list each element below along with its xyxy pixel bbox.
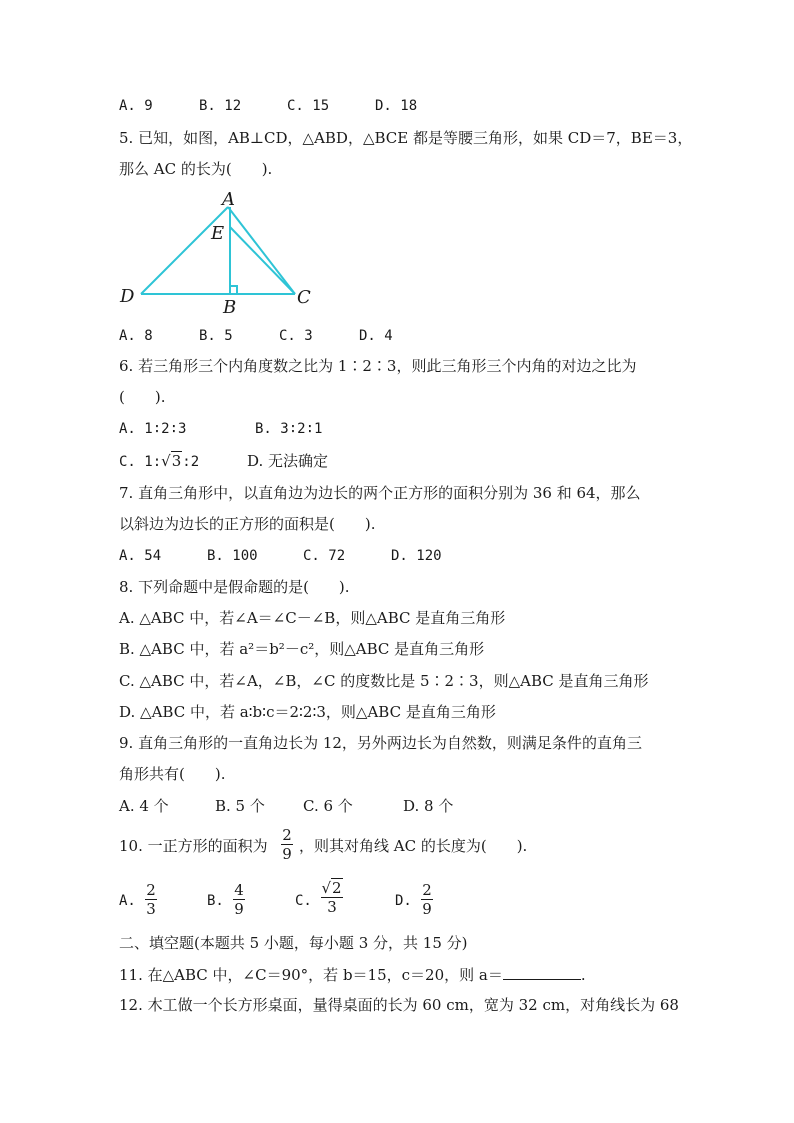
fraction-denominator: 9 <box>234 900 244 918</box>
sqrt-radicand: 2 <box>332 879 342 897</box>
q10-stem-suffix: ，则其对角线 AC 的长度为( ). <box>299 837 528 855</box>
q9-option-c: C. 6 个 <box>303 797 353 815</box>
q10-stem-prefix: 10. 一正方形的面积为 <box>119 837 268 855</box>
segment-ec <box>230 227 295 294</box>
q11-stem-prefix: 11. 在△ABC 中，∠C＝90°，若 b＝15，c＝20，则 a＝ <box>119 966 503 984</box>
q9-stem-line1: 9. 直角三角形的一直角边长为 12，另外两边长为自然数，则满足条件的直角三 <box>119 734 642 752</box>
q6-option-b: B. 3∶2∶1 <box>255 421 323 437</box>
fraction-denominator: 3 <box>146 900 156 918</box>
triangle-lines <box>141 207 295 294</box>
q10-option-d-letter: D. <box>395 893 412 909</box>
segment-ad <box>141 207 228 294</box>
fraction-denominator: 3 <box>327 898 337 916</box>
q10-stem-fraction <box>281 826 293 863</box>
q6-option-a: A. 1∶2∶3 <box>119 421 187 437</box>
q9-option-b: B. 5 个 <box>215 797 265 815</box>
label-d: D <box>120 286 135 307</box>
q9-stem-line2: 角形共有( ). <box>119 765 226 783</box>
q7-stem-line1: 7. 直角三角形中，以直角边为边长的两个正方形的面积分别为 36 和 64，那么 <box>119 484 641 502</box>
q6-option-d: D. 无法确定 <box>247 452 329 470</box>
q7-option-c: C. 72 <box>303 548 346 564</box>
segment-ac <box>228 207 295 294</box>
q10-option-a-letter: A. <box>119 893 136 909</box>
q4-option-c: C. 15 <box>287 98 330 114</box>
q7-option-a: A. 54 <box>119 548 162 564</box>
q6-option-c-suffix: :2 <box>182 454 200 470</box>
q8-stem: 8. 下列命题中是假命题的是( ). <box>119 578 350 596</box>
fraction-numerator: 2 <box>282 826 292 844</box>
q5-option-a: A. 8 <box>119 328 153 344</box>
fraction-numerator <box>321 879 342 897</box>
q8-option-a: A. △ABC 中，若∠A＝∠C－∠B，则△ABC 是直角三角形 <box>119 609 506 627</box>
q10-option-b-fraction <box>233 881 245 918</box>
q5-stem-line1: 5. 已知，如图，AB⊥CD，△ABD，△BCE 都是等腰三角形，如果 CD＝7，BE＝3， <box>119 129 693 147</box>
sqrt-sign: √ <box>321 879 331 897</box>
q5-triangle-figure <box>110 185 330 320</box>
q10-option-d-fraction <box>421 881 433 918</box>
q10-option-c-letter: C. <box>295 893 312 909</box>
q10-option-b-letter: B. <box>207 893 224 909</box>
q6-stem-line2: ( ). <box>119 388 166 406</box>
q11-stem <box>119 964 586 985</box>
q9-option-d: D. 8 个 <box>403 797 454 815</box>
q4-option-a: A. 9 <box>119 98 153 114</box>
q6-option-c <box>119 451 199 472</box>
right-angle-mark <box>230 286 237 294</box>
q10-option-a-fraction <box>145 881 157 918</box>
section2-heading: 二、填空题(本题共 5 小题，每小题 3 分，共 15 分) <box>119 934 468 952</box>
q9-option-a: A. 4 个 <box>119 797 169 815</box>
label-b: B <box>223 297 237 318</box>
q7-stem-line2: 以斜边为边长的正方形的面积是( ). <box>119 515 376 533</box>
q6-option-c-prefix: C. 1: <box>119 454 162 470</box>
q8-option-b: B. △ABC 中，若 a²＝b²－c²，则△ABC 是直角三角形 <box>119 640 485 658</box>
q5-option-b: B. 5 <box>199 328 233 344</box>
q6-stem-line1: 6. 若三角形三个内角度数之比为 1∶2∶3，则此三角形三个内角的对边之比为 <box>119 357 637 375</box>
q12-stem-line1: 12. 木工做一个长方形桌面，量得桌面的长为 60 cm，宽为 32 cm，对角线长为 68 <box>119 996 679 1014</box>
fraction-numerator: 2 <box>422 881 432 899</box>
q7-option-d: D. 120 <box>391 548 442 564</box>
q6-option-c-radicand: 3 <box>171 452 182 470</box>
fraction-denominator: 9 <box>282 845 292 863</box>
q4-option-b: B. 12 <box>199 98 242 114</box>
q11-stem-suffix: . <box>580 966 586 984</box>
fraction-denominator: 9 <box>422 900 432 918</box>
label-a: A <box>222 189 235 210</box>
q8-option-d: D. △ABC 中，若 a∶b∶c＝2∶2∶3，则△ABC 是直角三角形 <box>119 703 496 721</box>
q10-option-c-fraction <box>321 879 343 916</box>
q11-answer-blank <box>503 964 581 980</box>
q8-option-c: C. △ABC 中，若∠A，∠B，∠C 的度数比是 5∶2∶3，则△ABC 是直角三角形 <box>119 672 649 690</box>
fraction-numerator: 2 <box>146 881 156 899</box>
q5-stem-line2: 那么 AC 的长为( ). <box>119 160 273 178</box>
q5-option-c: C. 3 <box>279 328 313 344</box>
sqrt-sign: √ <box>161 452 171 470</box>
fraction-numerator: 4 <box>234 881 244 899</box>
q4-option-d: D. 18 <box>375 98 418 114</box>
q7-option-b: B. 100 <box>207 548 258 564</box>
label-e: E <box>211 223 225 244</box>
q5-option-d: D. 4 <box>359 328 393 344</box>
label-c: C <box>297 287 311 308</box>
